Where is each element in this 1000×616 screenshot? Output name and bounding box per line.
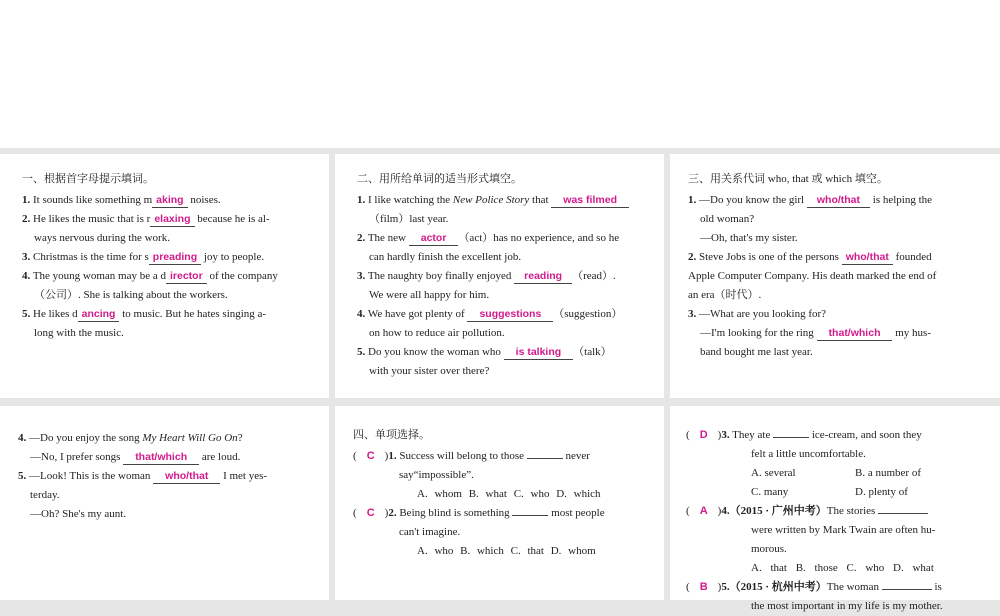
question-text: The young woman may be a d (32, 270, 166, 282)
question-1 (688, 191, 982, 210)
question-number: 1. (388, 450, 397, 462)
answer-blank[interactable]: who/that (807, 194, 870, 208)
question-4 (18, 429, 319, 448)
question-text: is (931, 581, 942, 593)
options-row (353, 542, 646, 561)
question-continuation: say“impossible”. (399, 469, 474, 481)
question-number: 2. (688, 251, 697, 263)
exam-source: （2015 · 广州中考） (729, 505, 827, 517)
option-a[interactable]: A. that (751, 562, 787, 574)
question-text: never (562, 450, 590, 462)
question-number: 1. (357, 194, 366, 206)
mc-question-3: ( D )3. They ate ice-cream, and soon they (686, 426, 982, 445)
section-relative-pronouns (670, 154, 1000, 398)
dialogue-line (688, 324, 982, 343)
question-2 (357, 229, 646, 248)
question-text: —What are you looking for? (699, 308, 827, 320)
section-relative-pronouns-continued (0, 406, 329, 600)
question-text: （act）has no experience, and so he (458, 232, 620, 244)
question-text: The woman (826, 581, 882, 593)
question-text: He likes the music that is r (33, 213, 151, 225)
question-text: ice-cream, and soon they (809, 429, 922, 441)
question-number: 2. (22, 213, 31, 225)
question-text: It sounds like something m (33, 194, 153, 206)
answer-blank[interactable]: who/that (153, 470, 220, 484)
movie-title: New Police Story (452, 194, 530, 206)
empty-blank[interactable] (773, 427, 809, 438)
answer-blank[interactable]: is talking (504, 346, 574, 360)
answer-blank[interactable]: was filmed (551, 194, 629, 208)
question-text: —Do you know the girl (699, 194, 807, 206)
option-a[interactable]: A. whom (417, 488, 462, 500)
question-text: —Look! This is the woman (29, 470, 154, 482)
question-3 (688, 305, 982, 324)
options-row (686, 559, 982, 578)
question-text: to music. But he hates singing a- (119, 308, 267, 320)
answer-blank[interactable]: ancing (78, 308, 120, 322)
option-b[interactable]: B. which (460, 545, 504, 557)
question-continuation: with your sister over there? (369, 365, 490, 377)
section-title: 一、根据首字母提示填词。 (22, 173, 154, 185)
answer-blank[interactable]: who/that (842, 251, 893, 265)
question-continuation: （film）last year. (369, 213, 449, 225)
question-continuation: （公司）. She is talking about the workers. (34, 289, 228, 301)
question-text: They ate (732, 429, 774, 441)
question-text: Christmas is the time for s (33, 251, 149, 263)
question-text: （suggestion） (553, 308, 623, 320)
answer-blank[interactable]: aking (152, 194, 187, 208)
question-text: （talk） (573, 346, 612, 358)
choice-answer[interactable]: B (699, 581, 708, 593)
question-number: 5. (22, 308, 31, 320)
question-text: are loud. (199, 451, 241, 463)
choice-answer[interactable]: C (366, 450, 375, 462)
answer-blank[interactable]: elaxing (150, 213, 194, 227)
question-5 (18, 467, 319, 486)
question-text: joy to people. (201, 251, 265, 263)
exam-source: （2015 · 杭州中考） (729, 581, 827, 593)
question-text: Do you know the woman who (368, 346, 504, 358)
empty-blank[interactable] (512, 505, 548, 516)
blank-header-area (0, 0, 1000, 148)
answer-blank[interactable]: preading (149, 251, 201, 265)
option-b[interactable]: B. what (468, 488, 507, 500)
section-multiple-choice (335, 406, 664, 600)
dialogue-line (18, 448, 319, 467)
question-number: 4. (357, 308, 366, 320)
question-continuation: morous. (751, 543, 787, 555)
question-number: 3. (357, 270, 366, 282)
section-word-forms (335, 154, 664, 398)
option-d[interactable]: D. plenty of (855, 486, 908, 498)
option-a[interactable]: A. several (751, 467, 796, 479)
question-continuation: on how to reduce air pollution. (369, 327, 505, 339)
question-1 (22, 191, 319, 210)
question-text: because he is al- (194, 213, 270, 225)
option-d[interactable]: D. what (893, 562, 934, 574)
section-title: 三、用关系代词 who, that 或 which 填空。 (688, 173, 888, 185)
choice-answer[interactable]: A (699, 505, 708, 517)
mc-question-4: ( A )4.（2015 · 广州中考）The stories (686, 502, 982, 521)
options-row (353, 485, 646, 504)
question-text: is helping the (870, 194, 933, 206)
dialogue-reply: —Oh? She's my aunt. (30, 508, 127, 520)
option-c[interactable]: C. who (846, 562, 885, 574)
question-text: —Do you enjoy the song (29, 432, 143, 444)
question-number: 5. (721, 581, 730, 593)
question-number: 5. (18, 470, 27, 482)
question-number: 4. (22, 270, 31, 282)
question-continuation: Apple Computer Company. His death marked the end of (688, 270, 937, 282)
answer-blank[interactable]: reading (514, 270, 572, 284)
dialogue-reply: —Oh, that's my sister. (700, 232, 798, 244)
question-text: founded (892, 251, 932, 263)
option-a[interactable]: A. who (417, 545, 454, 557)
question-continuation: the most important in my life is my mother. (751, 600, 943, 612)
option-d[interactable]: D. which (556, 488, 601, 500)
question-text: I like watching the (368, 194, 453, 206)
options-row (686, 483, 982, 502)
option-c[interactable]: C. that (510, 545, 544, 557)
question-text: Success will belong to those (399, 450, 527, 462)
section-multiple-choice-continued (670, 406, 1000, 612)
question-number: 5. (357, 346, 366, 358)
question-2 (688, 248, 982, 267)
empty-blank[interactable] (527, 448, 563, 459)
mc-question-5: ( B )5.（2015 · 杭州中考）The woman is (686, 578, 982, 597)
option-c[interactable]: C. many (751, 486, 789, 498)
question-number: 1. (22, 194, 31, 206)
empty-blank[interactable] (882, 579, 932, 590)
question-3 (357, 267, 646, 286)
question-text: noises. (187, 194, 221, 206)
question-number: 2. (388, 507, 397, 519)
question-text: Steve Jobs is one of the persons (699, 251, 842, 263)
answer-blank[interactable]: that/which (123, 451, 199, 465)
option-b[interactable]: B. those (795, 562, 838, 574)
question-text: —I'm looking for the ring (700, 327, 817, 339)
mc-question-1: ( C )1. Success will belong to those never (353, 447, 646, 466)
question-continuation: old woman? (700, 213, 755, 225)
question-4 (357, 305, 646, 324)
options-row (686, 464, 982, 483)
question-5 (357, 343, 646, 362)
question-continuation: an era（时代）. (688, 289, 762, 301)
question-text: The new (367, 232, 409, 244)
question-continuation: ways nervous during the work. (34, 232, 170, 244)
answer-blank[interactable]: that/which (817, 327, 893, 341)
question-5 (22, 305, 319, 324)
question-text: of the company (206, 270, 278, 282)
question-text: The naughty boy finally enjoyed (367, 270, 515, 282)
question-number: 4. (18, 432, 27, 444)
option-c[interactable]: C. who (513, 488, 550, 500)
option-d[interactable]: D. whom (550, 545, 596, 557)
question-continuation: were written by Mark Twain are often hu- (751, 524, 936, 536)
question-continuation: We were all happy for him. (369, 289, 490, 301)
option-b[interactable]: B. a number of (855, 467, 921, 479)
question-number: 3. (22, 251, 31, 263)
choice-answer[interactable]: C (366, 507, 375, 519)
question-number: 3. (688, 308, 697, 320)
mc-question-2: ( C )2. Being blind is something most people (353, 504, 646, 523)
question-continuation: can hardly finish the excellent job. (369, 251, 522, 263)
question-text: ? (237, 432, 243, 444)
answer-blank[interactable]: actor (409, 232, 459, 246)
question-text: Being blind is something (399, 507, 513, 519)
question-text: We have got plenty of (367, 308, 468, 320)
choice-answer[interactable]: D (699, 429, 708, 441)
question-4 (22, 267, 319, 286)
answer-blank[interactable]: irector (166, 270, 207, 284)
question-number: 1. (688, 194, 697, 206)
question-number: 2. (357, 232, 366, 244)
section-title: 二、用所给单词的适当形式填空。 (357, 173, 522, 185)
question-text: He likes d (33, 308, 78, 320)
empty-blank[interactable] (878, 503, 928, 514)
question-continuation: terday. (30, 489, 60, 501)
question-number: 3. (721, 429, 730, 441)
question-continuation: can't imagine. (399, 526, 461, 538)
question-text: I met yes- (220, 470, 268, 482)
question-text: The stories (826, 505, 879, 517)
question-3 (22, 248, 319, 267)
answer-blank[interactable]: suggestions (467, 308, 553, 322)
question-continuation: band bought me last year. (700, 346, 813, 358)
question-continuation: long with the music. (34, 327, 124, 339)
question-number: 4. (721, 505, 730, 517)
question-continuation: felt a little uncomfortable. (751, 448, 866, 460)
section-title: 四、单项选择。 (353, 429, 430, 441)
question-text: —No, I prefer songs (30, 451, 124, 463)
question-2 (22, 210, 319, 229)
question-text: most people (548, 507, 605, 519)
question-1 (357, 191, 646, 210)
song-title: My Heart Will Go On (142, 432, 238, 444)
question-text: my hus- (892, 327, 931, 339)
question-text: that (529, 194, 552, 206)
section-fill-by-initial (0, 154, 329, 398)
question-text: （read）. (572, 270, 616, 282)
